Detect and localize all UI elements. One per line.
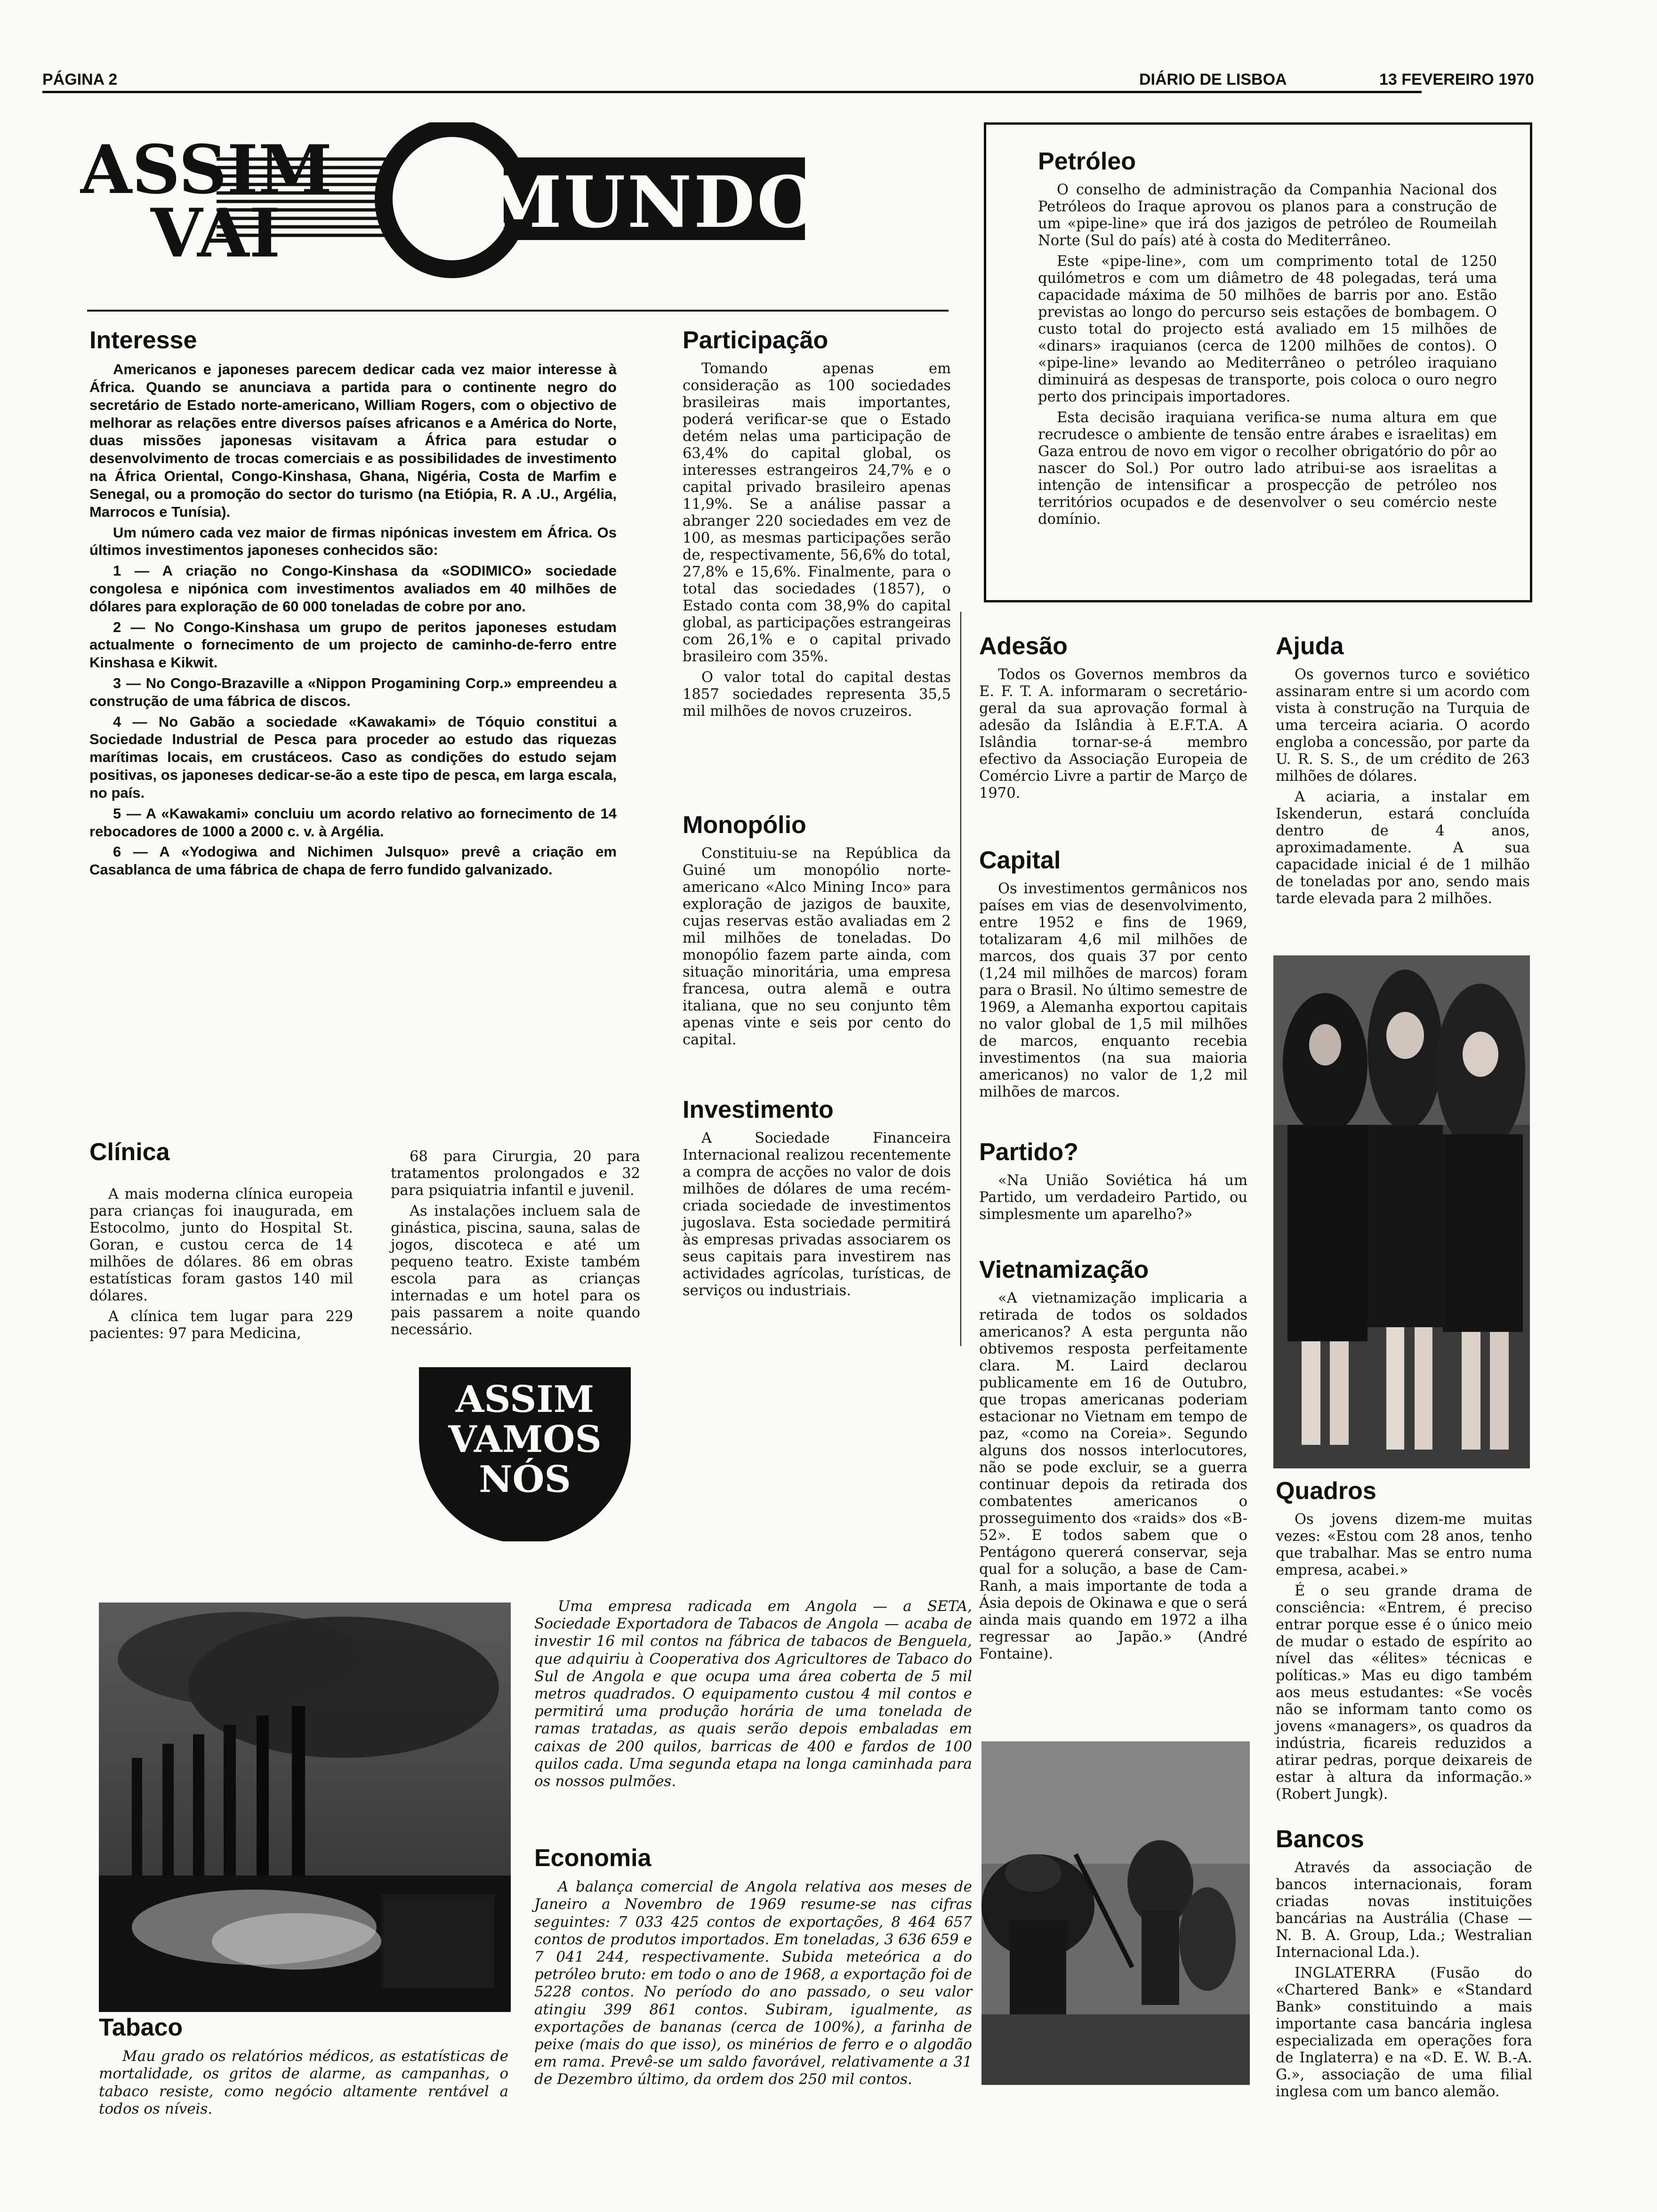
quadros-article [1276, 1478, 1532, 1807]
ajuda-title: Ajuda [1276, 633, 1344, 660]
tabaco-article [99, 2014, 508, 2122]
assim-vamos-nos-line: ASSIM [455, 1378, 595, 1421]
interesse-paragraph: Um número cada vez maior de firmas nipónicas investem em África. Os últimos investimentos japoneses conhecidos são: [89, 524, 617, 559]
participacao-paragraph: O valor total do capital destas 1857 sociedades representa 35,5 mil milhões de novos cruzeiros. [683, 669, 951, 720]
economia-paragraph: A balança comercial de Angola relativa aos meses de Janeiro a Novembro de 1969 resume-se nas cifras seguintes: 7 033 425 contos de exportações, 8 464 657 contos de produtos importados. Em toneladas, 3 636 659 e 7 041 244, respectivamente. Subida meteórica a do petróleo bruto: em todo o ano de 1968, a exportação foi de 5228 contos. No período do ano passado, o seu valor atingiu 399 861 contos. Subiram, igualmente, as exportações de bananas (cerca de 100%), a farinha de peixe (mais do que isso), os minérios de ferro e o algodão em rama. Prevê-se um saldo favorável, relativamente a 31 de Dezembro último, da ordem dos 250 mil contos. [534, 1878, 972, 2088]
capital-paragraph: Os investimentos germânicos nos países em vias de desenvolvimento, entre 1952 e fins de 1969, totalizaram 4,6 mil milhões de marcos, dos quais 37 por cento (1,24 mil milhões de marcos) foram para o Brasil. No último semestre de 1969, a Alemanha exportou capitais no valor global de 1,5 mil milhões de marcos, enquanto recebia investimentos (na sua maioria americanos) no valor de 1,2 mil milhões de marcos. [979, 881, 1247, 1100]
petroleo-paragraph: Este «pipe-line», com um comprimento total de 1250 quilómetros e com um diâmetro de 48 polegadas, terá uma capacidade máxima de 50 milhões de barris por ano. Estão previstas ao longo do percurso seis estações de bombagem. O custo total do projecto está avaliado em 15 milhões de «dinars» iraquianos (cerca de 1200 milhões de contos). O «pipe-line» levando ao Mediterrâneo o petróleo iraquiano diminuirá as despesas de transporte, pois coloca o ouro negro perto dos principais importadores. [1038, 253, 1497, 405]
clinica-column-2 [391, 1148, 640, 1342]
issue-date: 13 FEVEREIRO 1970 [1379, 71, 1534, 88]
newspaper-name: DIÁRIO DE LISBOA [1139, 71, 1287, 88]
assim-vamos-nos-line: VAMOS [448, 1418, 602, 1461]
clinica-paragraph: As instalações incluem sala de ginástica, piscina, sauna, salas de jogos, discoteca e até um pequeno teatro. Existe também escola para as crianças internadas e um hotel para os pais passarem a noite quando necessário. [391, 1202, 640, 1338]
economia-article [534, 1845, 972, 2092]
interesse-paragraph: 1 — A criação no Congo-Kinshasa da «SODIMICO» sociedade congolesa e nipónica com investimentos avaliados em 40 milhões de dólares para exploração de 60 000 toneladas de cobre por ano. [89, 562, 617, 615]
column-rule [960, 612, 961, 1346]
quadros-title: Quadros [1276, 1477, 1376, 1505]
participacao-title: Participação [683, 327, 828, 354]
clinica-title: Clínica [89, 1138, 170, 1166]
assim-vamos-nos-logo [419, 1367, 631, 1541]
vietnamizacao-article [979, 1257, 1247, 1667]
interesse-paragraph: 3 — No Congo-Brazaville a «Nippon Progamining Corp.» empreendeu a construção de uma fábrica de discos. [89, 675, 617, 709]
factory-smokestacks-photo [99, 1603, 511, 2012]
partido-title: Partido? [979, 1138, 1078, 1166]
assim-vamos-nos-line: NÓS [479, 1458, 571, 1501]
vai-word: VAI [151, 194, 281, 272]
header-rule [42, 91, 1422, 93]
petroleo-title: Petróleo [1038, 148, 1136, 175]
partido-article [979, 1139, 1247, 1227]
adesao-article [979, 633, 1247, 806]
ajuda-paragraph: A aciaria, a instalar em Iskenderun, estará concluída dentro de 4 anos, aproximadamente. A sua capacidade inicial é de 1 milhão de toneladas por ano, sendo mais tarde elevada para 2 milhões. [1276, 789, 1530, 907]
seta-paragraph: Uma empresa radicada em Angola — a SETA, Sociedade Exportadora de Tabacos de Angola — acaba de investir 16 mil contos na fábrica de tabacos de Benguela, que adquiriu à Cooperativa dos Agricultores de Tabaco do Sul de Angola e que ocupa uma área coberta de 5 mil metros quadrados. O equipamento custou 4 mil contos e permitirá uma produção horária de uma tonelada de ramas tratadas, as quais serão depois embaladas em caixas de 200 quilos, barricas de 400 e fardos de 100 quilos cada. Uma segunda etapa na longa caminhada para os nossos pulmões. [534, 1598, 972, 1790]
clinica-paragraph: A clínica tem lugar para 229 pacientes: 97 para Medicina, [89, 1308, 353, 1342]
vietnamizacao-paragraph: «A vietnamização implicaria a retirada de todos os soldados americanos? A esta pergunta não obtivemos resposta perfeitamente clara. M. Laird declarou publicamente em 16 de Outubro, que tropas americanas poderiam estacionar no Vietnam em tempo de paz, «como na Coreia». Segundo alguns dos nossos interlocutores, não se pode excluir, se a guerra continuar depois da retirada dos combatentes americanos o prosseguimento dos «raids» dos «B-52». E todos sabem que o Pentágono quererá conservar, seja qual for a solução, a base de Cam-Ranh, a mais importante de toda a Ásia depois de Okinawa e que o será ainda mais quando em 1972 a ilha regressar ao Japão.» (André Fontaine). [979, 1290, 1247, 1662]
quadros-paragraph: Os jovens dizem-me muitas vezes: «Estou com 28 anos, tenho que trabalhar. Mas se entro numa empresa, acabei.» [1276, 1511, 1532, 1579]
interesse-title: Interesse [89, 327, 197, 354]
quadros-paragraph: É o seu grande drama de consciência: «Entrem, é preciso entrar porque esse é o único meio de mudar o estado de espírito ao nível das «élites» técnicas e políticas.» Mas eu digo também aos meus estudantes: «Se vocês não se informam tanto como os jovens «managers», os quadros da indústria, ficareis reduzidos a atirar pedras, porque deixareis de estar à altura da informação.» (Robert Jungk). [1276, 1583, 1532, 1803]
bancos-article [1276, 1826, 1532, 2104]
assim-word: ASSIM [80, 131, 332, 209]
monopolio-article [683, 812, 951, 1052]
interesse-article [89, 327, 617, 882]
assim-vamos-nos-graphic [419, 1367, 631, 1541]
masthead-rule [87, 310, 949, 312]
petroleo-paragraph: O conselho de administração da Companhia Nacional dos Petróleos do Iraque aprovou os planos para a construção de um «pipe-line» que irá dos jazigos de petróleo de Roumeilah Norte (Sul do país) até à costa do Mediterrâneo. [1038, 182, 1497, 249]
interesse-paragraph: 4 — No Gabão a sociedade «Kawakami» de Tóquio constitui a Sociedade Industrial de Pesca para proceder ao estudo das riquezas marítimas locais, em crustáceos. Caso as condições do estudo sejam positivas, os japoneses dedicar-se-ão a este tipo de pesca, em larga escala, no país. [89, 713, 617, 801]
partido-paragraph: «Na União Soviética há um Partido, um verdadeiro Partido, ou simplesmente um aparelho?» [979, 1172, 1247, 1223]
ajuda-article [1276, 633, 1530, 911]
tabaco-title: Tabaco [99, 2014, 183, 2041]
ajuda-paragraph: Os governos turco e soviético assinaram entre si um acordo com vista à construção na Turquia de uma terceira aciaria. O acordo engloba a concessão, por parte da U. R. S. S., de um crédito de 263 milhões de dólares. [1276, 666, 1530, 785]
clinica-column-1 [89, 1186, 353, 1346]
economia-title: Economia [534, 1844, 652, 1872]
capital-article [979, 847, 1247, 1105]
monopolio-title: Monopólio [683, 811, 806, 839]
investimento-article [683, 1097, 951, 1303]
investimento-paragraph: A Sociedade Financeira Internacional realizou recentemente a compra de acções no valor de dois milhões de dólares de uma recém-criada sociedade de investimentos jugoslava. Esta sociedade permitirá às empresas privadas associarem os seus capitais para investirem nas actividades agrícolas, turísticas, de serviços ou industriais. [683, 1130, 951, 1299]
monopolio-paragraph: Constituiu-se na República da Guiné um monopólio norte-americano «Alco Mining Inco» para exploração de jazigos de bauxite, cujas reservas estão avaliadas em 2 mil milhões de toneladas. Do monopólio fazem parte ainda, com situação minoritária, uma empresa francesa, outra alemã e outra italiana, que no seu conjunto têm apenas vinte e seis por cento do capital. [683, 845, 951, 1049]
vietnamizacao-title: Vietnamização [979, 1256, 1149, 1283]
soldiers-combat-photo [981, 1741, 1250, 2085]
interesse-body [89, 361, 617, 879]
mundo-word: MUNDO [483, 161, 814, 244]
participacao-article [683, 327, 951, 724]
bancos-paragraph: Através da associação de bancos internacionais, foram criadas novas instituições bancárias na Austrália (Chase — N. B. A. Group, Lda.; Westralian Internacional Lda.). [1276, 1859, 1532, 1961]
interesse-paragraph: Americanos e japoneses parecem dedicar cada vez maior interesse à África. Quando se anunciava a partida para o continente negro do secretário de Estado norte-americano, William Rogers, com o objectivo de melhorar as relações entre diversos países africanos e a América do Norte, duas missões japonesas visitavam a África para estudar o desenvolvimento de trocas comerciais e as possibilidades de investimento na África Oriental, Congo-Kinshasa, Ghana, Nigéria, Costa de Marfim e Senegal, ou a promoção do sector do turismo (na Etiópia, R. A .U., Argélia, Marrocos e Tunísia). [89, 361, 617, 520]
adesao-paragraph: Todos os Governos membros da E. F. T. A. informaram o secretário-geral da sua aprovação formal à adesão da Islândia à E.F.T.A. A Islândia tornar-se-á membro efectivo da Associação Europeia de Comércio Livre a partir de Março de 1970. [979, 666, 1247, 802]
clinica-paragraph: A mais moderna clínica europeia para crianças foi inaugurada, em Estocolmo, junto do Hospital St. Goran, e custou cerca de 14 milhões de dólares. 86 em obras estatísticas foram gastos 140 mil dólares. [89, 1186, 353, 1304]
masthead-graphic [80, 122, 814, 282]
young-women-photo [1273, 955, 1530, 1468]
tabaco-paragraph: Mau grado os relatórios médicos, as estatísticas de mortalidade, os gritos de alarme, as campanhas, o tabaco resiste, como negócio altamente rentável a todos os níveis. [99, 2048, 508, 2117]
investimento-title: Investimento [683, 1096, 834, 1123]
page-number: PÁGINA 2 [42, 71, 118, 88]
petroleo-paragraph: Esta decisão iraquiana verifica-se numa altura em que recrudesce o ambiente de tensão entre árabes e israelitas) em Gaza entrou de novo em vigor o recolher obrigatório do pôr ao nascer do Sol.) Por outro lado atribui-se aos israelitas a intenção de intensificar a prospecção de petróleo nos territórios ocupados e de desenvolver o seu comércio neste domínio. [1038, 409, 1497, 528]
interesse-paragraph: 6 — A «Yodogiwa and Nichimen Julsquo» prevê a criação em Casablanca de uma fábrica de chapa de ferro fundido galvanizado. [89, 843, 617, 878]
petroleo-box [984, 122, 1532, 602]
bancos-title: Bancos [1276, 1826, 1364, 1853]
participacao-paragraph: Tomando apenas em consideração as 100 sociedades brasileiras mais importantes, poderá verificar-se que o Estado detém nelas uma participação de 63,4% do capital global, os interesses estrangeiros 24,7% e o capital privado brasileiro apenas 11,9%. Se a análise passar a abranger 220 sociedades em vez de 100, as mesmas participações serão de, respectivamente, 56,6% do total, 27,8% e 15,6%. Finalmente, para o total das sociedades (1857), o Estado conta com 38,9% do capital global, as participações estrangeiras com 26,1% e o capital privado brasileiro com 35%. [683, 361, 951, 665]
seta-article [534, 1598, 972, 1794]
adesao-title: Adesão [979, 633, 1068, 660]
interesse-paragraph: 5 — A «Kawakami» concluiu um acordo relativo ao fornecimento de 14 rebocadores de 1000 a 2000 c. v. à Argélia. [89, 805, 617, 840]
masthead [80, 122, 814, 282]
interesse-paragraph: 2 — No Congo-Kinshasa um grupo de peritos japoneses estudam actualmente o fornecimento de um projecto de caminho-de-ferro entre Kinshasa e Kikwit. [89, 618, 617, 671]
clinica-paragraph: 68 para Cirurgia, 20 para tratamentos prolongados e 32 para psiquiatria infantil e juvenil. [391, 1148, 640, 1199]
bancos-paragraph: INGLATERRA (Fusão do «Chartered Bank» e «Standard Bank» constituindo a mais importante casa bancária inglesa especializada em operações fora de Inglaterra) e na «D. E. W. B.-A. G.», associação de uma filial inglesa com um banco alemão. [1276, 1965, 1532, 2100]
capital-title: Capital [979, 847, 1061, 874]
